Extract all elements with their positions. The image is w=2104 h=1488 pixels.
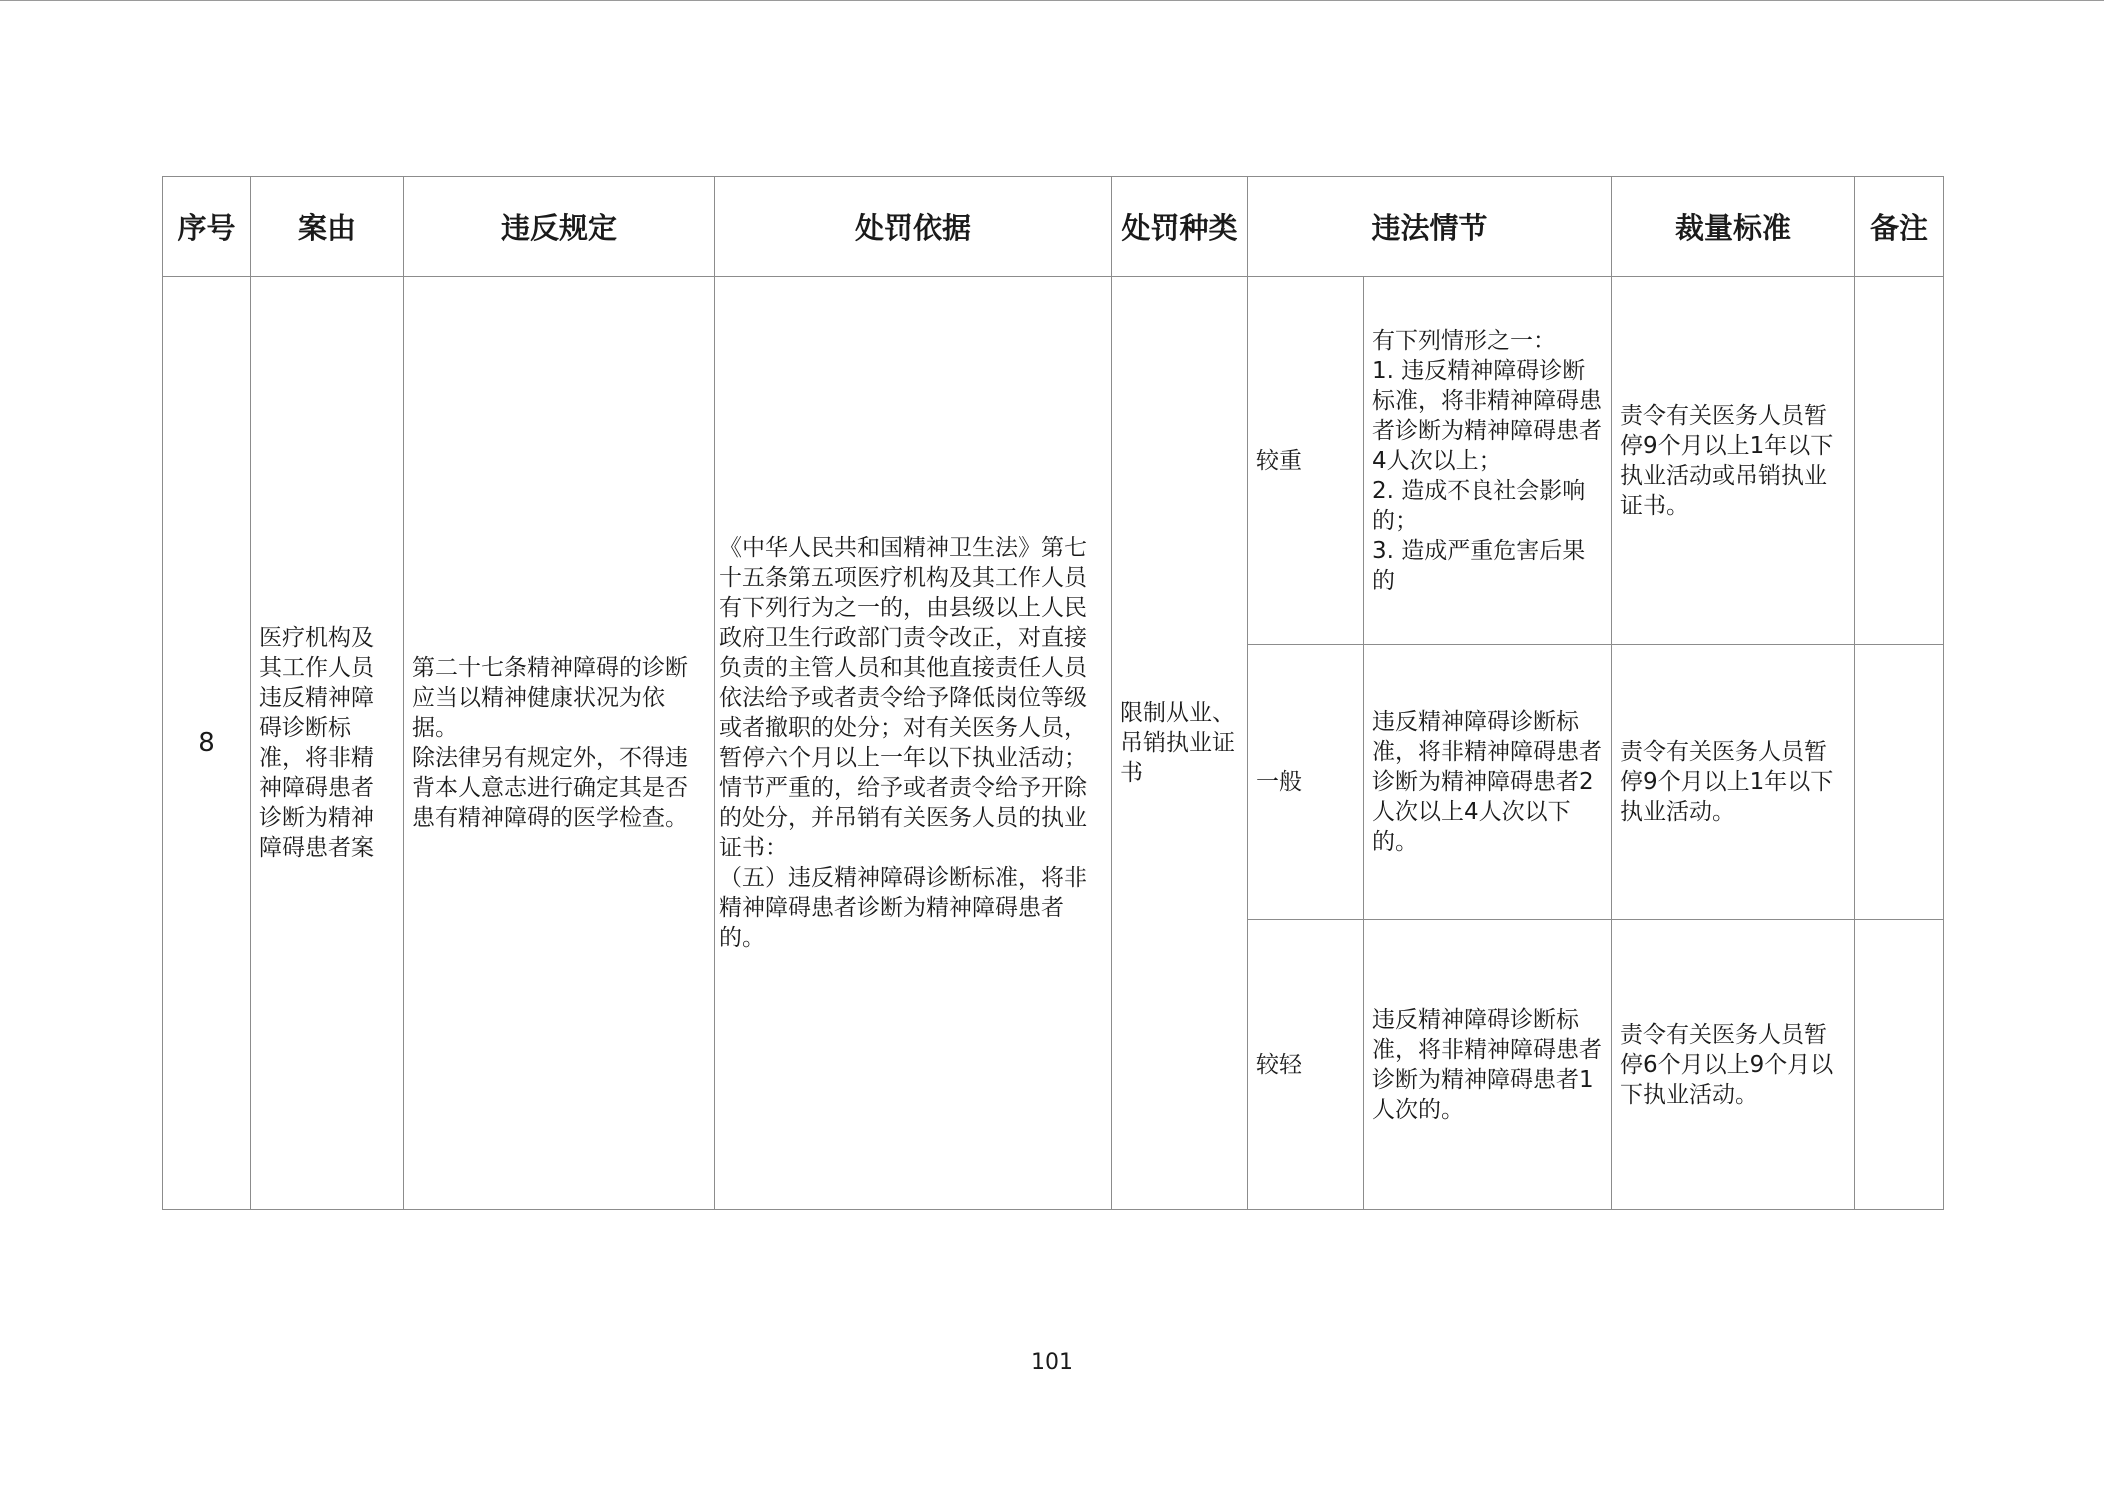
header-circumstance: 违法情节 — [1248, 177, 1612, 277]
header-type: 处罚种类 — [1112, 177, 1248, 277]
header-standard: 裁量标准 — [1612, 177, 1855, 277]
cell-level-general: 一般 — [1248, 645, 1364, 920]
cell-remark-minor — [1855, 920, 1944, 1210]
cell-case: 医疗机构及其工作人员违反精神障碍诊断标准，将非精神障碍患者诊断为精神障碍患者案 — [251, 277, 404, 1210]
cell-level-severe: 较重 — [1248, 277, 1364, 645]
header-remark: 备注 — [1855, 177, 1944, 277]
cell-type: 限制从业、吊销执业证书 — [1112, 277, 1248, 1210]
cell-level-minor: 较轻 — [1248, 920, 1364, 1210]
table-row — [163, 277, 1944, 645]
header-rule: 违反规定 — [404, 177, 715, 277]
page-number: 101 — [1031, 1350, 1073, 1375]
cell-remark-severe — [1855, 277, 1944, 645]
cell-standard-minor: 责令有关医务人员暂停6个月以上9个月以下执业活动。 — [1612, 920, 1855, 1210]
header-basis: 处罚依据 — [715, 177, 1112, 277]
cell-basis: 《中华人民共和国精神卫生法》第七十五条第五项医疗机构及其工作人员有下列行为之一的，由县级以上人民政府卫生行政部门责令改正，对直接负责的主管人员和其他直接责任人员依法给予或者责令给予降低岗位等级或者撤职的处分；对有关医务人员，暂停六个月以上一年以下执业活动；情节严重的，给予或者责令给予开除的处分，并吊销有关医务人员的执业证书： （五）违反精神障碍诊断标准，将非精神障碍患者诊断为精神障碍患者的。 — [715, 277, 1112, 1210]
cell-seq: 8 — [163, 277, 251, 1210]
header-row — [163, 177, 1944, 277]
cell-standard-general: 责令有关医务人员暂停9个月以上1年以下执业活动。 — [1612, 645, 1855, 920]
cell-standard-severe: 责令有关医务人员暂停9个月以上1年以下执业活动或吊销执业证书。 — [1612, 277, 1855, 645]
cell-detail-minor: 违反精神障碍诊断标准，将非精神障碍患者诊断为精神障碍患者1人次的。 — [1364, 920, 1612, 1210]
header-seq: 序号 — [163, 177, 251, 277]
cell-rule: 第二十七条精神障碍的诊断应当以精神健康状况为依据。 除法律另有规定外，不得违背本人意志进行确定其是否患有精神障碍的医学检查。 — [404, 277, 715, 1210]
penalty-discretion-table — [162, 176, 1944, 1210]
top-border-line — [0, 0, 2104, 1]
cell-remark-general — [1855, 645, 1944, 920]
header-case: 案由 — [251, 177, 404, 277]
cell-detail-general: 违反精神障碍诊断标准，将非精神障碍患者诊断为精神障碍患者2人次以上4人次以下的。 — [1364, 645, 1612, 920]
cell-detail-severe: 有下列情形之一： 1. 违反精神障碍诊断标准，将非精神障碍患者诊断为精神障碍患者4人次以上； 2. 造成不良社会影响的； 3. 造成严重危害后果的 — [1364, 277, 1612, 645]
